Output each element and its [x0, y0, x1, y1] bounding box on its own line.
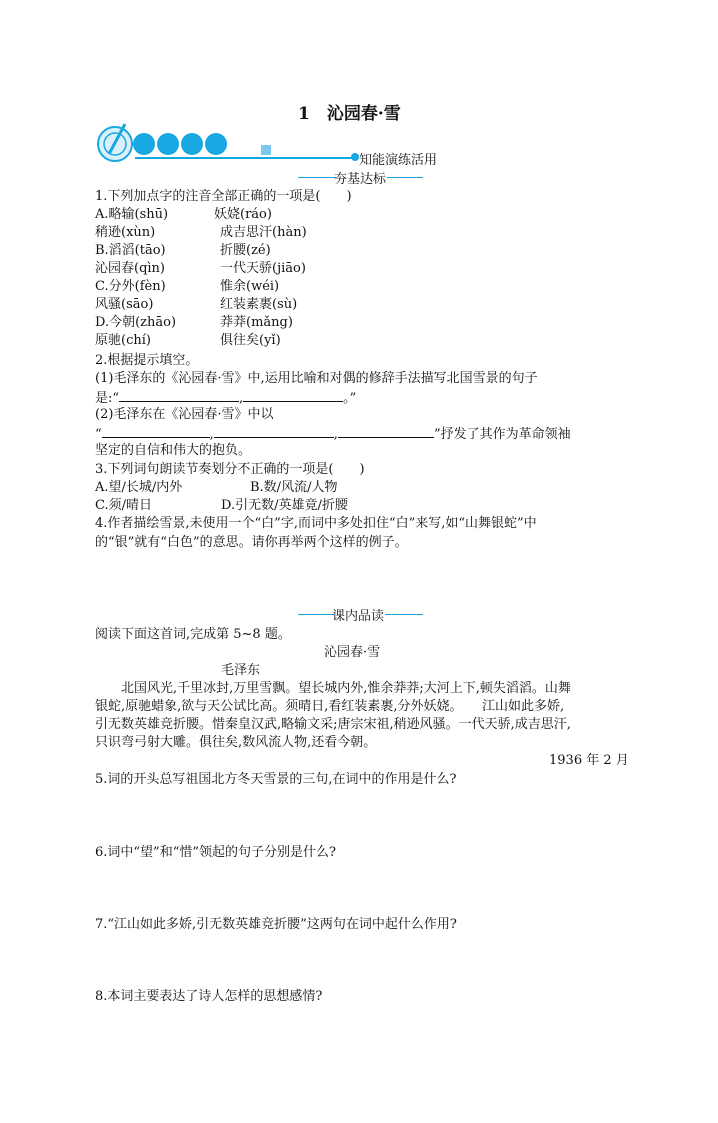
q1-opt: 妖娆(ráo) — [214, 207, 272, 222]
banner-dot-3 — [181, 133, 203, 155]
poem-title: 沁园春·雪 — [324, 645, 381, 660]
banner-subtitle: 知能演练活用 — [359, 153, 438, 168]
poem-line: 只识弯弓射大雕。俱往矣,数风流人物,还看今朝。 — [95, 735, 377, 750]
q1-opt: A.略输(shū) — [95, 207, 169, 222]
banner-dot-4 — [205, 133, 227, 155]
q1-opt: B.滔滔(tāo) — [95, 243, 166, 258]
q2-stem: 2.根据提示填空。 — [95, 353, 199, 368]
q1-opt: 莽莽(mǎng) — [220, 315, 293, 330]
q1-opt: 沁园春(qìn) — [95, 261, 165, 276]
banner-dot-2 — [157, 133, 179, 155]
q1-opt: 原驰(chí) — [95, 333, 151, 348]
q1-opt: C.分外(fèn) — [95, 279, 166, 294]
q2-part2-b: “ , , ”抒发了其作为革命领袖 — [95, 424, 571, 444]
answer-blank[interactable] — [338, 424, 434, 438]
section-rule-right — [385, 614, 423, 615]
q1-opt: 俱往矣(yǐ) — [220, 333, 281, 348]
q3-option-d: D.引无数/英雄竟/折腰 — [221, 498, 348, 513]
q6-stem: 6.词中“望”和“惜”领起的句子分别是什么? — [95, 845, 336, 860]
banner-square — [261, 145, 271, 155]
section-rule-right — [387, 177, 423, 178]
q2-part2-c: 坚定的自信和伟大的抱负。 — [95, 443, 252, 458]
answer-blank[interactable] — [214, 424, 334, 438]
q8-stem: 8.本词主要表达了诗人怎样的思想感情? — [95, 989, 323, 1004]
banner-ornament — [95, 120, 135, 164]
poem-date: 1936 年 2 月 — [549, 753, 629, 768]
q2-part1-a: (1)毛泽东的《沁园春·雪》中,运用比喻和对偶的修辞手法描写北国雪景的句子 — [95, 371, 538, 386]
banner-dot-1 — [133, 133, 155, 155]
answer-blank[interactable] — [243, 388, 343, 402]
banner-rule — [135, 157, 355, 159]
q1-opt: 成吉思汗(hàn) — [220, 225, 307, 240]
poem-line: 引无数英雄竞折腰。惜秦皇汉武,略输文采;唐宗宋祖,稍逊风骚。一代天骄,成吉思汗, — [95, 717, 571, 732]
poem-line: 北国风光,千里冰封,万里雪飘。望长城内外,惟余莽莽;大河上下,顿失滔滔。山舞 — [121, 681, 571, 696]
section-rule-left — [298, 177, 336, 178]
q5-stem: 5.词的开头总写祖国北方冬天雪景的三句,在词中的作用是什么? — [95, 772, 457, 787]
answer-blank[interactable] — [119, 388, 239, 402]
q2-part1-b: 是:“ , 。” — [95, 388, 356, 408]
q1-stem: 1.下列加点字的注音全部正确的一项是( ) — [95, 189, 352, 204]
q4-line1: 4.作者描绘雪景,未使用一个“白”字,而词中多处扣住“白”来写,如“山舞银蛇”中 — [95, 516, 537, 531]
q1-opt: 稍逊(xùn) — [95, 225, 156, 240]
q4-line2: 的“银”就有“白色”的意思。请你再举两个这样的例子。 — [95, 535, 408, 550]
q1-opt: 风骚(sāo) — [95, 297, 154, 312]
q2-part2-a: (2)毛泽东在《沁园春·雪》中以 — [95, 407, 274, 422]
q1-opt: D.今朝(zhāo) — [95, 315, 177, 330]
q7-stem: 7.“江山如此多娇,引无数英雄竞折腰”这两句在词中起什么作用? — [95, 917, 457, 932]
q3-stem: 3.下列词句朗读节奏划分不正确的一项是( ) — [95, 462, 365, 477]
q1-opt: 惟余(wéi) — [220, 279, 280, 294]
q1-opt: 红装素裹(sù) — [220, 297, 298, 312]
poem-author: 毛泽东 — [221, 663, 261, 678]
q1-opt: 一代天骄(jiāo) — [220, 261, 306, 276]
section-label-2: 课内品读 — [332, 609, 385, 624]
q1-opt: 折腰(zé) — [220, 243, 271, 258]
q3-option-b: B.数/风流/人物 — [250, 480, 338, 495]
q3-option-c: C.须/晴日 — [95, 498, 152, 513]
poem-line: 银蛇,原驰蜡象,欲与天公试比高。须晴日,看红装素裹,分外妖娆。 江山如此多娇, — [95, 699, 565, 714]
reading-intro: 阅读下面这首词,完成第 5~8 题。 — [95, 627, 291, 642]
section-label-1: 夯基达标 — [334, 172, 387, 187]
answer-blank[interactable] — [102, 424, 210, 438]
section-rule-left — [298, 614, 334, 615]
banner-rule-dot — [351, 153, 359, 161]
q3-option-a: A.望/长城/内外 — [95, 480, 183, 495]
lesson-title: 1 沁园春·雪 — [298, 104, 401, 124]
